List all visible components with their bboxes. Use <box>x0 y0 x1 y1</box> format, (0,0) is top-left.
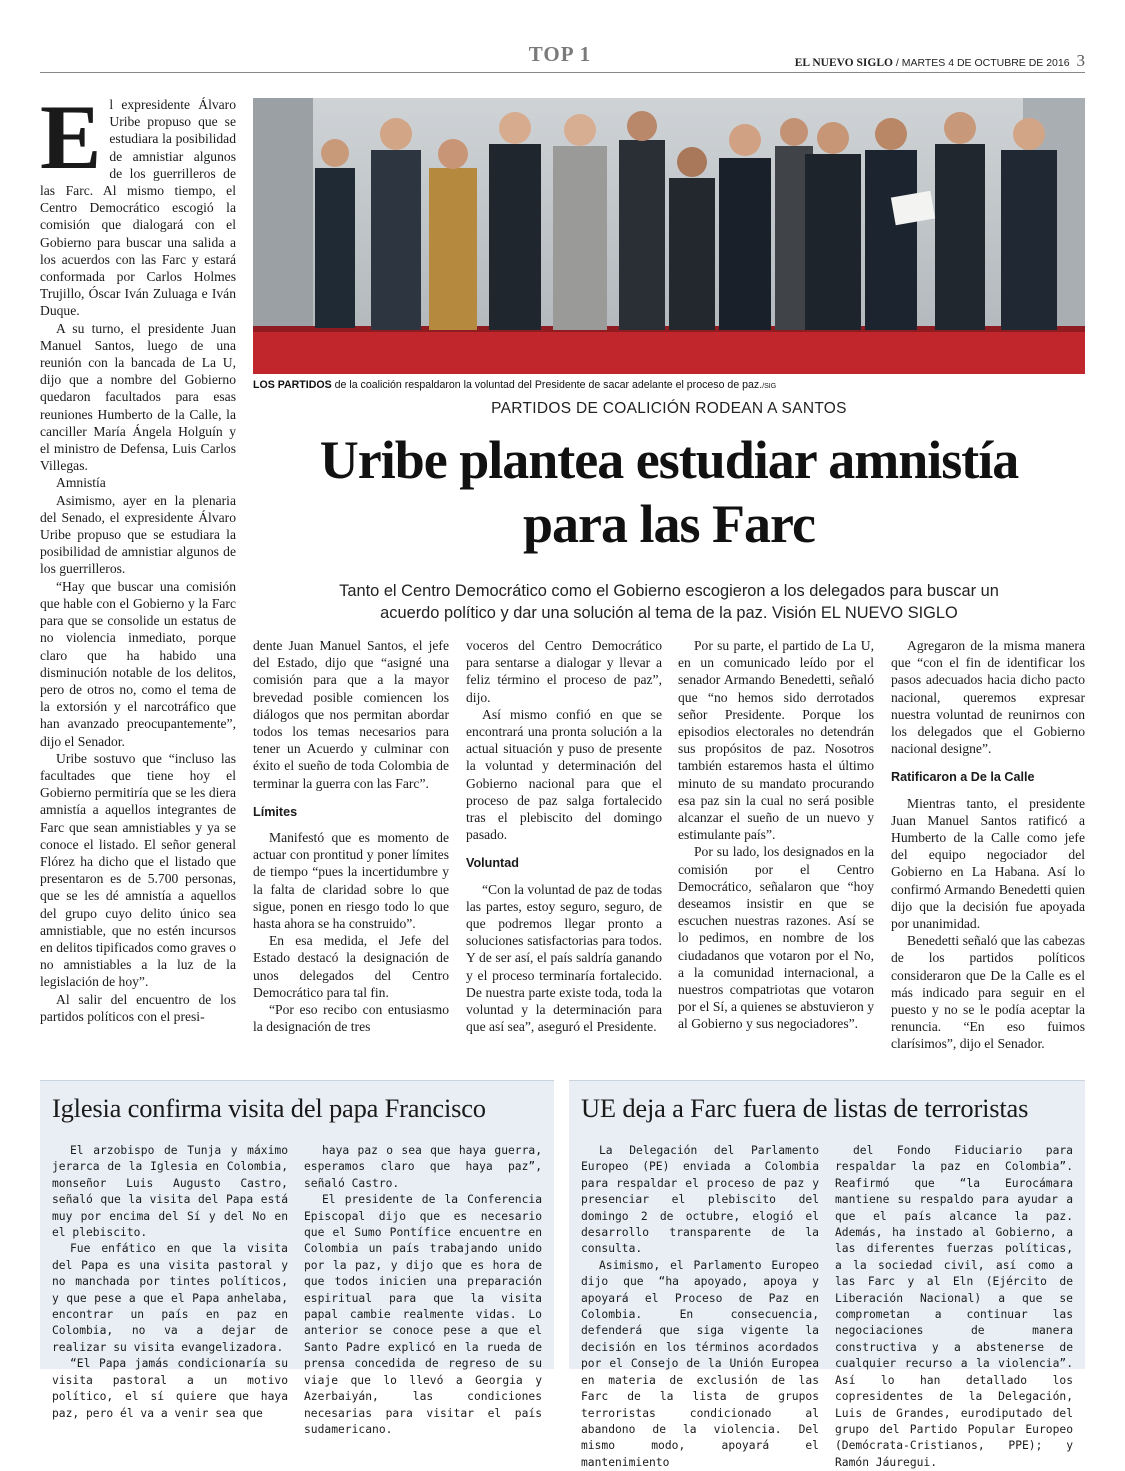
sidebar-paragraph: Fue enfático en que la visita del Papa es una visita pastoral y no manchada por tintes políticos, y que pese a que el Papa anhelaba, encontrar un país en paz en Colombia, no va a dejar de realizar su visita evangelizadora. <box>52 1242 288 1354</box>
masthead-line <box>795 51 1085 71</box>
article-paragraph: Asimismo, ayer en la plenaria del Senado, el expresidente Álvaro Uribe propuso que se estudiara la posibilidad de amnistiar algunos de los guerrilleros. <box>40 492 236 577</box>
sidebar-column-1 <box>581 1143 819 1471</box>
caption-text: de la coalición respaldaron la voluntad del Presidente de sacar adelante el proceso de paz. <box>331 379 763 391</box>
article-paragraph: Manifestó que es momento de actuar con prontitud y poner límites de tiempo “pues la incertidumbre y la falta de claridad sobre lo que sigue, ponen en riesgo todo lo que hasta ahora se ha construido”. <box>253 830 449 932</box>
article-paragraph: Así mismo confió en que se encontrará una pronta solución a la actual situación y puso de presente la voluntad y determinación del Gobierno nacional para que el proceso de paz salga fortalecido tras el plebiscito del domingo pasado. <box>466 706 662 843</box>
article-paragraph: dente Juan Manuel Santos, el jefe del Estado, dijo que “asigné una comisión para que a la mayor brevedad posible comiencen los diálogos que nos permitan abordar todos los temas necesarios para tener un Acuerdo y culminar con éxito el sueño de toda Colombia de terminar la guerra con las Farc”. <box>253 638 449 791</box>
page-number: 3 <box>1076 51 1085 70</box>
newspaper-name: EL NUEVO SIGLO <box>794 57 893 69</box>
page-header <box>40 40 1085 74</box>
deck-line-1: Tanto el Centro Democrático como el Gobierno escogieron a los delegados para buscar un <box>339 582 999 600</box>
sidebar-paragraph: El presidente de la Conferencia Episcopal dijo que es necesario que el Sumo Pontífice encuentre en Colombia un país trabajando unido por la paz, y dijo que es hora de que todos inicien una preparación espiritual para que la visita papal cambie realmente vidas. Lo anterior se conoce pese a que el Santo Padre explicó en la rueda de prensa concedida de regreso de su viaje que lo llevó a Georgia y Azerbaiyán, las condiciones necesarias para visitar el país sudamericano. <box>304 1193 542 1436</box>
article-paragraph: voceros del Centro Democrático para sentarse a dialogar y llevar a feliz término el proceso de paz”, dijo. <box>466 638 662 705</box>
article-column-4 <box>678 637 874 1033</box>
article-paragraph: Uribe sostuvo que “incluso las facultades que tiene hoy el Gobierno permitiría que se les diera amnistía a aquellos integrantes de Farc que sean amnistiables y ya se conoce el listado. El señor general Flórez ha dicho que el listado que presentaron es de 5.700 personas, que se les dé amnistía a aquellos del grupo cuyo delito único sea amnistiable, que no estén incursos en delitos tipificados como graves o no amnistiables a la luz de la legislación de hoy”. <box>40 750 236 990</box>
subhead-ratificaron: Ratificaron a De la Calle <box>891 770 1035 785</box>
article-paragraph: “Hay que buscar una comisión que hable con el Gobierno y la Farc para que se consolide un estatus de no violencia inmediato, porque claro que ha habido una disminución notable de los delitos, pero de otros no, como el tema de la extorsión y el narcotráfico que han avanzado preocupantemente”, dijo el Senador. <box>40 578 236 749</box>
sidebar-headline: UE deja a Farc fuera de listas de terroristas <box>581 1093 1029 1123</box>
sidebar-paragraph: haya paz o sea que haya guerra, esperamos claro que haya paz”, señaló Castro. <box>304 1144 542 1190</box>
article-paragraph: “Por eso recibo con entusiasmo la designación de tres <box>253 1002 449 1035</box>
sidebar-paragraph: “El Papa jamás condicionaría su visita pastoral a un motivo político, el sí quiere que haya paz, pero él va a venir sea que <box>52 1357 288 1420</box>
issue-date: / MARTES 4 DE OCTUBRE DE 2016 <box>895 57 1070 69</box>
article-column-5 <box>891 637 1085 1053</box>
kicker: PARTIDOS DE COALICIÓN RODEAN A SANTOS <box>491 400 847 417</box>
subhead-limites: Límites <box>253 804 298 819</box>
deck <box>253 580 1085 624</box>
article-column-1 <box>40 86 236 1025</box>
article-paragraph: Por su parte, el partido de La U, en un comunicado leído por el senador Armando Benedetti, señaló que “no hemos sido derrotados señor Presidente. Porque los episodios electorales no detendrán sus propósitos de paz. Nosotros también estaremos hasta el último minuto de su mandato procurando esa paz sin la cual no será posible alcanzar el sueño de un nuevo y estimulante país”. <box>678 638 874 843</box>
group-photo-illustration <box>253 98 1085 374</box>
sidebar-story-ue <box>569 1080 1085 1469</box>
caption-lead: LOS PARTIDOS <box>253 379 332 391</box>
article-paragraph: Por su lado, los designados en la comisión por el Centro Democrático, señalaron que “hoy deseamos insistir en que se escuchen nuestras razones. Así se lo pedimos, en nombre de los ciudadanos que votaron por el No, a la comunidad internacional, a nuestros compatriotas que votaron por el Sí, a quienes se abstuvieron y al Gobierno y sus negociadores”. <box>678 844 874 1032</box>
article-paragraph: l expresidente Álvaro Uribe propuso que se estudiara la posibilidad de amnistiar algunos de los guerrilleros de las Farc. Al mismo tiempo, el Centro Democrático escogió la comisión que dialogará con el Gobierno para buscar una salida a los acuerdos con las Farc y estará conformada por Carlos Holmes Trujillo, Óscar Iván Zuluaga e Iván Duque. <box>40 97 236 319</box>
sidebar-paragraph: La Delegación del Parlamento Europeo (PE) enviada a Colombia para respaldar el proceso de paz y presenciar el plebiscito del domingo 2 de octubre, elogió el desarrollo transparente de la consulta. <box>581 1144 819 1256</box>
sidebar-headline: Iglesia confirma visita del papa Francisco <box>52 1093 486 1123</box>
article-column-2 <box>253 637 449 1035</box>
photo-credit: /SIG <box>762 383 777 390</box>
article-paragraph: Benedetti señaló que las cabezas de los partidos políticos consideraron que De la Calle es el más indicado para seguir en el puesto y no se le podía aceptar la renuncia. “En eso fuimos clarísimos”, dijo el Senador. <box>891 933 1085 1052</box>
sidebar-column-2 <box>835 1143 1073 1471</box>
sidebar-paragraph: El arzobispo de Tunja y máximo jerarca de la Iglesia en Colombia, monseñor Luis Augusto Castro, señaló que la visita del Papa está muy por encima del Sí y del No en el plebiscito. <box>52 1144 288 1240</box>
subhead-amnistia: Amnistía <box>56 475 106 491</box>
sidebar-paragraph: del Fondo Fiduciario para respaldar la paz en Colombia”. Reafirmó que “la Eurocámara mantiene su respaldo para ayudar a que el país alcance la paz. Además, ha instado al Gobierno, a las diferentes fuerzas políticas, a la sociedad civil, así como a las Farc y al Eln (Ejército de Liberación Nacional) a que se comprometan a continuar las negociaciones de manera constructiva y a abstenerse de cualquier recurso a la violencia”. Así lo han detallado los copresidentes de la Delegación, Luis de Grandes, eurodiputado del grupo del Partido Popular Europeo (Demócrata-Cristianos, PPE); y Ramón Jáuregui. <box>835 1144 1073 1469</box>
deck-line-2: acuerdo político y dar una solución al tema de la paz. Visión EL NUEVO SIGLO <box>380 604 958 622</box>
section-label: TOP 1 <box>528 42 592 66</box>
sidebar-column-1 <box>52 1143 288 1422</box>
news-photo <box>253 98 1085 374</box>
headline-line-1: Uribe plantea estudiar amnistía <box>319 430 1019 490</box>
sidebar-paragraph: Asimismo, el Parlamento Europeo dijo que “ha apoyado, apoya y apoyará el Proceso de Paz en Colombia. En consecuencia, defenderá que siga vigente la decisión en los términos acordados por el Consejo de la Unión Europea en materia de exclusión de las Farc de la lista de grupos terroristas condicionado al abandono de la violencia. Del mismo modo, apoyará el mantenimiento <box>581 1258 819 1469</box>
article-paragraph: Al salir del encuentro de los partidos políticos con el presi- <box>40 991 236 1024</box>
drop-cap: E <box>40 86 102 188</box>
photo-caption <box>253 379 1085 391</box>
sidebar-story-iglesia <box>40 1080 554 1436</box>
header-rule <box>40 72 1085 73</box>
sidebar-column-2 <box>304 1143 542 1438</box>
article-paragraph: “Con la voluntad de paz de todas las partes, estoy seguro, seguro, de que podremos llegar pronto a soluciones satisfactorias para todos. Y de ser así, el país saldría ganando y el proceso terminaría fortalecido. De nuestra parte existe toda, toda la voluntad y la determinación para que así sea”, aseguró el Presidente. <box>466 881 662 1035</box>
headline <box>253 428 1085 556</box>
article-paragraph: En esa medida, el Jefe del Estado destacó la designación de unos delegados del Centro Democrático para tal fin. <box>253 933 449 1000</box>
headline-line-2: para las Farc <box>523 494 815 554</box>
article-paragraph: Mientras tanto, el presidente Juan Manuel Santos ratificó a Humberto de la Calle como jefe del equipo negociador del Gobierno en La Habana. Así lo confirmó Armando Benedetti quien dijo que la decisión fue apoyada por unanimidad. <box>891 795 1085 932</box>
article-paragraph: A su turno, el presidente Juan Manuel Santos, luego de una reunión con la bancada de La U, dijo que a nombre del Gobierno quedaron facultados para esas reuniones Humberto de la Calle, la canciller María Ángela Holguín y el ministro de Defensa, Luis Carlos Villegas. <box>40 320 236 474</box>
subhead-voluntad: Voluntad <box>466 856 519 871</box>
article-column-3 <box>466 637 662 1035</box>
article-paragraph: Agregaron de la misma manera que “con el fin de identificar los pasos adecuados hacia dicho pacto nacional, queremos expresar nuestra voluntad de reunirnos con los delegados que el Gobierno nacional designe”. <box>891 638 1085 757</box>
